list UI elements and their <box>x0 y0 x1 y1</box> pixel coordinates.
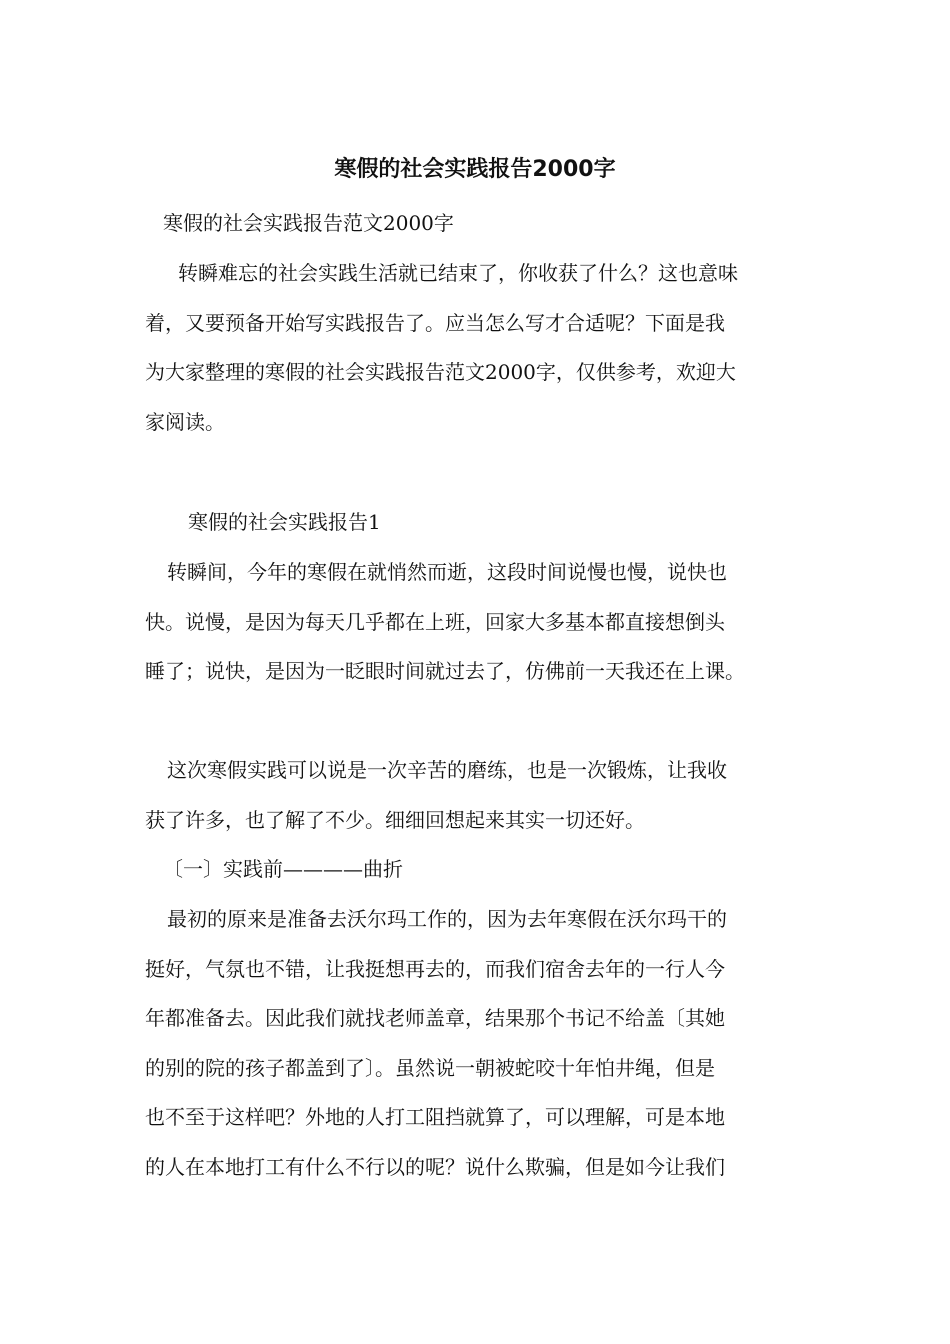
paragraph-2 <box>145 746 810 845</box>
text-line: 睡了；说快，是因为一眨眼时间就过去了，仿佛前一天我还在上课。 <box>145 659 745 683</box>
document-title: 寒假的社会实践报告2000字 <box>334 157 616 182</box>
text-line: 也不至于这样吧？外地的人打工阻挡就算了，可以理解，可是本地 <box>145 1105 725 1129</box>
text-line: 挺好，气氛也不错，让我挺想再去的，而我们宿舍去年的一行人今 <box>145 956 725 981</box>
text-line: 的别的院的孩子都盖到了〕。虽然说一朝被蛇咬十年怕井绳，但是 <box>145 1055 715 1080</box>
section-heading <box>188 498 853 548</box>
text-line: 获了许多，也了解了不少。细细回想起来其实一切还好。 <box>145 807 645 832</box>
document-subtitle <box>163 199 828 249</box>
text-line: 转瞬难忘的社会实践生活就已结束了，你收获了什么？这也意味 <box>178 261 738 285</box>
text-line: 快。说慢，是因为每天几乎都在上班，回家大多基本都直接想倒头 <box>145 609 725 634</box>
sub-heading <box>163 845 828 895</box>
text-line: 家阅读。 <box>145 409 225 434</box>
intro-paragraph <box>145 249 810 447</box>
text-line: 为大家整理的寒假的社会实践报告范文2000字，仅供参考，欢迎大 <box>145 360 736 384</box>
text-line: 最初的原来是准备去沃尔玛工作的，因为去年寒假在沃尔玛干的 <box>167 907 727 931</box>
paragraph-3 <box>145 895 810 1192</box>
text-line: 这次寒假实践可以说是一次辛苦的磨练，也是一次锻炼，让我收 <box>167 758 727 782</box>
sub-heading-text: 〔一〕实践前————曲折 <box>163 857 403 881</box>
text-line: 着，又要预备开始写实践报告了。应当怎么写才合适呢？下面是我 <box>145 310 725 335</box>
text-line: 的人在本地打工有什么不行以的呢？说什么欺骗，但是如今让我们 <box>145 1154 725 1179</box>
section-heading-text: 寒假的社会实践报告1 <box>188 510 381 534</box>
paragraph-1 <box>145 548 810 697</box>
subtitle-text: 寒假的社会实践报告范文2000字 <box>163 211 454 235</box>
text-line: 转瞬间，今年的寒假在就悄然而逝，这段时间说慢也慢，说快也 <box>167 560 727 584</box>
text-line: 年都准备去。因此我们就找老师盖章，结果那个书记不给盖〔其她 <box>145 1006 725 1030</box>
